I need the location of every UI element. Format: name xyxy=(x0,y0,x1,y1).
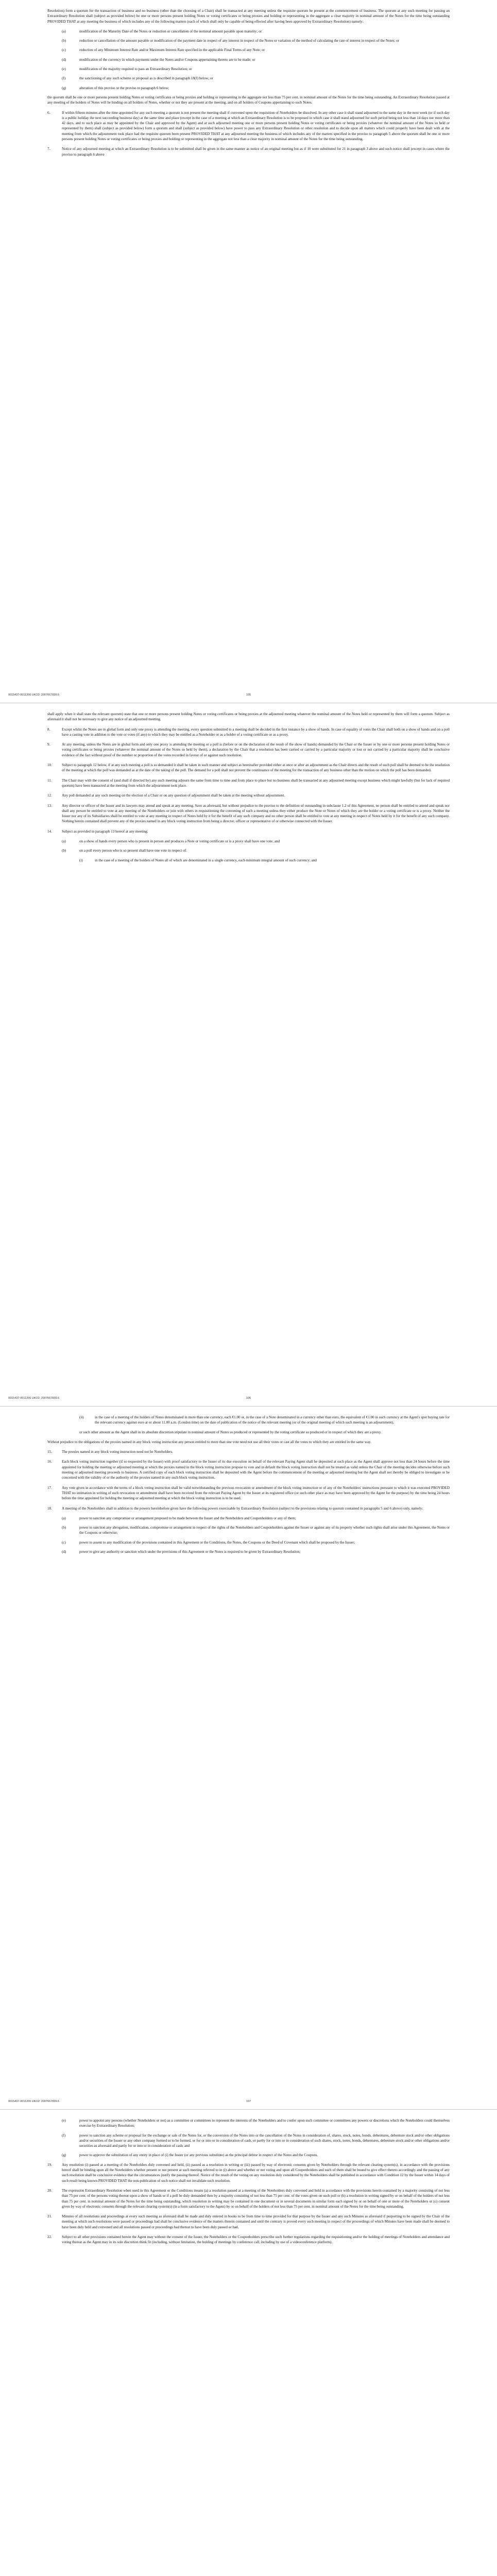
sub-clause-text: the sanctioning of any such scheme or proposal as is described in paragraph 18(f) below; or xyxy=(79,76,213,81)
sub-clause xyxy=(62,1516,450,1521)
sub-clause xyxy=(62,1549,450,1554)
sub-clause-label: (a) xyxy=(62,1516,66,1520)
clause-number: 15. xyxy=(47,1450,52,1454)
numbered-clause xyxy=(47,1485,450,1501)
clause-text: Minutes of all resolutions and proceedings at every such meeting as aforesaid shall be made and duly entered in books to be from time to time provided for that purpose by the Issuer and any such Minutes as aforesaid if purporting to be signed by the Chair of the meeting at which such resolutions were passed or proceedings had shall be conclusive evidence of the matters therein contained and until the contrary is proved every such meeting in respect of the proceedings of which Minutes have been made shall be deemed to have been duly held and convened and all resolutions passed or proceedings had thereat to have been duly passed or had. xyxy=(62,2214,450,2229)
sub-clause xyxy=(62,29,450,34)
clause-text: The expression Extraordinary Resolution when used in this Agreement or the Conditions means (a) a resolution passed at a meeting of the Noteholders duly convened and held in accordance with the provisions herein contained by a majority consisting of not less than 75 per cent. of the persons voting thereat upon a show of hands or if a poll be duly demanded then by a majority consisting of not less than 75 per cent. of the votes given on such poll or (b) a resolution in writing signed by or on behalf of the holders of not less than 75 per cent. in nominal amount of the Notes for the time being outstanding, which resolution in writing may be contained in one document or in several documents in similar form each signed by or on behalf of one or more of the Noteholders or (c) consent given by way of electronic consents through the relevant clearing system(s) (in a form satisfactory to the Agent) by or on behalf of the holders of not less than 75 per cent. in nominal amount of the Notes for the time being outstanding. xyxy=(62,2188,450,2209)
sub-clause-label: (c) xyxy=(62,1540,66,1545)
clause-number: 18. xyxy=(47,1506,52,1511)
sub-clause-text: power to sanction any scheme or proposal for the exchange or sale of the Notes for, or the conversion of the Notes into or the cancellation of the Notes in consideration of, shares, stock, notes, bonds, debentures, debenture stock and/or other obligations and/or securities of the Issuer or any other company formed or to be formed, or for or into or in consideration of cash, or partly for or into or in consideration of such shares, stock, notes, bonds, debentures, debenture stock and/or other obligations and/or securities as aforesaid and partly for or into or in consideration of cash; and xyxy=(79,2133,450,2148)
sub-clause-text: on a poll every person who is so present shall have one vote in respect of: xyxy=(79,849,187,853)
sub-clause xyxy=(62,2133,450,2149)
sub-clause-label: (ii) xyxy=(79,1415,84,1419)
sub-clause-text: reduction or cancellation of the amount payable or modification of the payment date in respect of any interest in respect of the Notes or variation of the method of calculating the rate of interest in respect of the Notes; or xyxy=(79,39,400,43)
clause-number: 21. xyxy=(47,2214,52,2219)
clause-number: 12. xyxy=(47,793,52,798)
sub-clause-text: in the case of a meeting of the holders of Notes denominated in more than one currency, each €1.00 or, in the case of a Note denominated in a currency other than euro, the equivalent of €1.00 in such currency at the Agent's spot buying rate for the relevant currency against euro at or about 11.00 a.m. (London time) on the date of publication of the notice of the relevant meeting (or of the original meeting of which such meeting is an adjournment), xyxy=(95,1415,450,1425)
page-footer xyxy=(8,693,489,697)
clause-text: Except whilst the Notes are in global form and only one proxy is attending the meeting, every question submitted to a meeting shall be decided in the first instance by a show of hands. In case of equality of votes the Chair shall both on a show of hands and on a poll have a casting vote in addition to the vote or votes (if any) to which they may be entitled as a Noteholder or as a holder of a voting certificate or as a proxy. xyxy=(62,727,450,737)
sub-clause-text: on a show of hands every person who is present in person and produces a Note or voting certificate or is a proxy shall have one vote; and xyxy=(79,839,280,844)
page-number: 105 xyxy=(246,693,251,697)
page-footer xyxy=(8,1397,489,1400)
sub-clause xyxy=(62,1540,450,1545)
clause-text: If within fifteen minutes after the time appointed for any such meeting a quorum is not present the meeting shall if convened upon the requisition of Noteholders be dissolved. In any other case it shall stand adjourned to the same day in the next week (or if such day is a public holiday the next succeeding business day) at the same time and place (except in the case of a meeting at which an Extraordinary Resolution is to be proposed in which case it shall stand adjourned for such period being not less than 14 days nor more than 42 days, and to such place as may be appointed by the Chair and approved by the Agent) and at such adjourned meeting one or more persons present holding Notes or voting certificates or being proxies (whatever the nominal amount of the Notes so held or represented by them) shall (subject as provided below) form a quorum and shall (subject as provided below) have power to pass any Extraordinary Resolution or other resolution and to decide upon all matters which could properly have been dealt with at the meeting from which the adjournment took place had the requisite quorum been present PROVIDED THAT at any adjourned meeting the business of which includes any of the matters specified in the proviso to paragraph 5 above the quorum shall be one or more persons present holding Notes or voting certificates or being proxies and holding or representing in the aggregate not less than a clear majority in nominal amount of the Notes for the time being outstanding. xyxy=(62,110,450,142)
numbered-clause xyxy=(47,110,450,142)
numbered-clause xyxy=(47,146,450,157)
sub-clause xyxy=(62,47,450,53)
sub-clause-label: (e) xyxy=(62,2119,66,2123)
body-paragraph: Without prejudice to the obligations of the proxies named in any block voting instruction any person entitled to more than one vote need not use all their votes or cast all the votes to which they are entitled in the same way. xyxy=(47,1439,371,1444)
sub-clause xyxy=(62,66,450,72)
clause-number: 9. xyxy=(47,742,50,747)
body-paragraph: Resolution) form a quorum for the transaction of business and no business (other than the choosing of a Chair) shall be transacted at any meeting unless the requisite quorum be present at the commencement of business. The quorum at any such meeting for passing an Extraordinary Resolution shall (subject as provided below) be one or more persons present holding Notes or voting certificates or being proxies and holding or representing in the aggregate a clear majority in nominal amount of the Notes for the time being outstanding PROVIDED THAT at any meeting the business of which includes any of the following matters (each of which shall only be capable of being effected after having been approved by Extraordinary Resolution) namely: xyxy=(47,9,450,24)
sub-clause-label: (f) xyxy=(62,76,66,81)
sub-clause-label: (b) xyxy=(62,39,66,43)
document-page xyxy=(0,703,497,1406)
indented-paragraph: or such other amount as the Agent shall in its absolute discretion stipulate in nominal amount of Notes so produced or represented by the voting certificate so produced or in respect of which they are a proxy. xyxy=(79,1430,382,1434)
sub-clause xyxy=(62,1525,450,1536)
page-number: 106 xyxy=(246,1397,251,1400)
document-reference: 0015437-0011206 UKO2: 2007667839.6 xyxy=(8,2100,59,2103)
sub-clause-text: power to sanction any compromise or arrangement proposed to be made between the Issuer and the Noteholders and Couponholders or any of them; xyxy=(79,1516,296,1520)
clause-number: 11. xyxy=(47,778,52,783)
sub-clause xyxy=(62,839,450,844)
sub-clause-label: (g) xyxy=(62,86,66,90)
sub-clause xyxy=(62,2153,450,2158)
clause-text: Each block voting instruction together (if so requested by the Issuer) with proof satisfactory to the Issuer of its due execution on behalf of the relevant Paying Agent shall be deposited at such place as the Agent shall approve not less than 24 hours before the time appointed for holding the meeting or adjourned meeting at which the proxies named in the block voting instruction propose to vote and in default the block voting instruction shall not be treated as valid unless the Chair of the meeting decides otherwise before such meeting or adjourned meeting proceeds to business. A certified copy of each block voting instruction shall be deposited with the Agent before the commencement of the meeting or adjourned meeting but the Agent shall not thereby be obliged to investigate or be concerned with the validity of or the authority of the proxies named in any such block voting instruction. xyxy=(62,1460,450,1480)
sub-clause-text: alteration of this proviso or the proviso to paragraph 6 below; xyxy=(79,86,169,90)
sub-clause-label: (i) xyxy=(79,858,83,862)
clause-text: Any poll demanded at any such meeting on the election of a Chair or on any question of adjournment shall be taken at the meeting without adjournment. xyxy=(62,793,285,798)
body-paragraph: the quorum shall be one or more persons present holding Notes or voting certificates or being proxies and holding or representing in the aggregate not less than 75 per cent. in nominal amount of the Notes for the time being outstanding. An Extraordinary Resolution passed at any meeting of the holders of Notes will be binding on all holders of Notes, whether or not they are present at the meeting, and on all holders of Coupons appertaining to such Notes. xyxy=(47,95,450,105)
sub-clause-text: modification of the currency in which payments under the Notes and/or Coupons appertaining thereto are to be made; or xyxy=(79,57,255,62)
sub-sub-clause xyxy=(79,858,450,863)
sub-sub-clause xyxy=(79,1415,450,1426)
numbered-clause xyxy=(47,2234,450,2245)
sub-clause-label: (a) xyxy=(62,839,66,844)
document-page xyxy=(0,1406,497,2110)
clause-text: Subject as provided in paragraph 13 hereof at any meeting: xyxy=(62,829,148,834)
document-page xyxy=(0,2110,497,2576)
clause-number: 20. xyxy=(47,2188,52,2193)
sub-clause-text: power to give any authority or sanction which under the provisions of this Agreement or the Notes is required to be given by Extraordinary Resolution; xyxy=(79,1550,301,1554)
sub-clause-text: modification of the Maturity Date of the Notes or reduction or cancellation of the nominal amount payable upon maturity; or xyxy=(79,29,262,33)
sub-clause xyxy=(62,38,450,43)
sub-clause-text: power to assent to any modification of the provisions contained in this Agreement or the Conditions, the Notes, the Coupons or the Deed of Covenant which shall be proposed by the Issuer; xyxy=(79,1540,355,1545)
sub-clause xyxy=(62,57,450,62)
sub-clause xyxy=(62,86,450,91)
sub-clause-label: (f) xyxy=(62,2133,66,2138)
sub-clause-label: (c) xyxy=(62,48,66,53)
numbered-clause xyxy=(47,742,450,758)
sub-clause-label: (d) xyxy=(62,57,66,62)
sub-clause-label: (g) xyxy=(62,2153,66,2158)
numbered-clause xyxy=(47,1449,450,1454)
clause-number: 19. xyxy=(47,2162,52,2167)
clause-text: The proxies named in any block voting instruction need not be Noteholders. xyxy=(62,1450,173,1454)
clause-text: A meeting of the Noteholders shall in addition to the powers hereinbefore given have the following powers exercisable by Extraordinary Resolution (subject to the provisions relating to quorum contained in paragraphs 5 and 6 above) only, namely: xyxy=(62,1506,423,1511)
sub-clause-label: (a) xyxy=(62,29,66,33)
numbered-clause xyxy=(47,803,450,824)
numbered-clause xyxy=(47,762,450,773)
sub-clause-label: (b) xyxy=(62,1526,66,1530)
clause-number: 6. xyxy=(47,110,50,115)
numbered-clause xyxy=(47,829,450,834)
document-reference: 0015437-0011206 UKO2: 2007667839.6 xyxy=(8,1397,59,1400)
numbered-clause xyxy=(47,1459,450,1480)
numbered-clause xyxy=(47,1506,450,1511)
clause-text: The Chair may with the consent of (and shall if directed by) any such meeting adjourn the same from time to time and from place to place but no business shall be transacted at any adjourned meeting except business which might lawfully (but for lack of required quorum) have been transacted at the meeting from which the adjournment took place. xyxy=(62,778,450,788)
clause-number: 17. xyxy=(47,1485,52,1490)
clause-number: 10. xyxy=(47,763,52,768)
numbered-clause xyxy=(47,2214,450,2230)
clause-text: Any vote given in accordance with the terms of a block voting instruction shall be valid notwithstanding the previous revocation or amendment of the block voting instruction or of any of the Noteholders' instructions pursuant to which it was executed PROVIDED THAT no intimation in writing of such revocation or amendment shall have been received from the relevant Paying Agent by the Issuer at its registered office (or such other place as may have been approved by the Agent for the purpose) by the time being 24 hours before the time appointed for holding the meeting or adjourned meeting at which the block voting instruction is to be used. xyxy=(62,1485,450,1501)
sub-clause xyxy=(62,848,450,853)
sub-clause-label: (b) xyxy=(62,849,66,853)
sub-clause xyxy=(62,2118,450,2129)
clause-number: 22. xyxy=(47,2235,52,2240)
clause-number: 8. xyxy=(47,727,50,732)
clause-text: Subject to all other provisions contained herein the Agent may without the consent of the Issuer, the Noteholders or the Couponholders prescribe such further regulations regarding the requisitioning and/or the holding of meetings of Noteholders and attendance and voting thereat as the Agent may in its sole discretion think fit (including, without limitation, the holding of meetings by conference call, including by use of a videoconference platform). xyxy=(62,2235,450,2245)
sub-clause-text: power to approve the substitution of any entity in place of (i) the Issuer (or any previous substitute) as the principal debtor in respect of the Notes and the Coupons. xyxy=(79,2153,318,2158)
body-paragraph: shall apply when it shall state the relevant quorum) state that one or more persons present holding Notes or voting certificates or being proxies at the adjourned meeting whatever the nominal amount of the Notes held or represented by them will form a quorum. Subject as aforesaid it shall not be necessary to give any notice of an adjourned meeting. xyxy=(47,712,450,722)
numbered-clause xyxy=(47,793,450,798)
numbered-clause xyxy=(47,778,450,789)
numbered-clause xyxy=(47,2162,450,2183)
sub-clause-text: reduction of any Minimum Interest Rate and/or Maximum Interest Rate specified in the applicable Final Terms of any Note; or xyxy=(79,48,265,53)
document-page xyxy=(0,0,497,703)
sub-clause-text: in the case of a meeting of the holders of Notes all of which are denominated in a single currency, each minimum integral amount of such currency; and xyxy=(95,858,317,862)
sub-clause-label: (d) xyxy=(62,1550,66,1554)
sub-clause xyxy=(62,76,450,81)
sub-clause-text: modification of the majority required to pass an Extraordinary Resolution; or xyxy=(79,67,192,72)
clause-number: 14. xyxy=(47,829,52,834)
document-reference: 0015437-0011206 UKO2: 2007667839.6 xyxy=(8,693,59,697)
numbered-clause xyxy=(47,727,450,738)
page-number: 107 xyxy=(246,2100,251,2103)
clause-number: 13. xyxy=(47,803,52,808)
clause-text: Subject to paragraph 12 below, if at any such meeting a poll is so demanded it shall be taken in such manner and subject as hereinafter provided either at once or after an adjournment as the Chair directs and the result of such poll shall be deemed to be the resolution of the meeting at which the poll was demanded as at the date of the taking of the poll. The demand for a poll shall not prevent the continuance of the meeting for the transaction of any business other than the motion on which the poll has been demanded. xyxy=(62,763,450,773)
numbered-clause xyxy=(47,2188,450,2209)
clause-text: Any resolution (i) passed at a meeting of the Noteholders duly convened and held, (ii) passed as a resolution in writing or (iii) passed by way of electronic consents given by Noteholders through the relevant clearing system(s), in accordance with the provisions hereof shall be binding upon all the Noteholders whether present or not present at such meeting referred to in (i) above and whether or not voting and upon all Couponholders and each of them shall be bound to give effect thereto accordingly and the passing of any such resolution shall be conclusive evidence that the circumstances justify the passing thereof. Notice of the result of the voting on any resolution duly considered by the Noteholders shall be published in accordance with Condition 12 by the Issuer within 14 days of such result being known PROVIDED THAT the non-publication of such notice shall not invalidate such resolution. xyxy=(62,2162,450,2183)
page-footer xyxy=(8,2100,489,2103)
sub-clause-label: (e) xyxy=(62,67,66,72)
clause-text: Any director or officer of the Issuer and its lawyers may attend and speak at any meeting. Save as aforesaid, but without prejudice to the proviso to the definition of outstanding in subclause 1.2 of this Agreement, no person shall be entitled to attend and speak nor shall any person be entitled to vote at any meeting of the Noteholders or join with others in requisitioning the convening of such a meeting unless they either produce the Note or Notes of which they are the holder or a voting certificate or is a proxy. Neither the Issuer nor any of its Subsidiaries shall be entitled to vote at any meeting in respect of Notes held by it for the benefit of any such company and no other person shall be entitled to vote at any meeting in respect of Notes held by it for the benefit of any such company. Nothing herein contained shall prevent any of the proxies named in any block voting instruction from being a director, officer or representative of or otherwise connected with the Issuer. xyxy=(62,803,450,824)
sub-clause-text: power to appoint any persons (whether Noteholders or not) as a committee or committees to represent the interests of the Noteholders and to confer upon such committee or committees any powers or discretions which the Noteholders could themselves exercise by Extraordinary Resolution; xyxy=(79,2119,450,2128)
clause-number: 16. xyxy=(47,1460,52,1464)
sub-clause-text: power to sanction any abrogation, modification, compromise or arrangement in respect of the rights of the Noteholders and Couponholders against the Issuer or against any of its property whether such rights shall arise under this Agreement, the Notes or the Coupons or otherwise; xyxy=(79,1526,450,1535)
clause-number: 7. xyxy=(47,147,50,151)
clause-text: At any meeting, unless the Notes are in global form and only one proxy is attending the meeting or a poll is (before or on the declaration of the result of the show of hands) demanded by the Chair or the Issuer or by one or more persons present holding Notes or voting certificates or being proxies (whatever the nominal amount of the Notes so held by them), a declaration by the Chair that a resolution has been carried or carried by a particular majority or lost or not carried by a particular majority shall be conclusive evidence of the fact without proof of the number or proportion of the votes recorded in favour of or against such resolution. xyxy=(62,742,450,757)
clause-text: Notice of any adjourned meeting at which an Extraordinary Resolution is to be submitted shall be given in the same manner as notice of an original meeting but as if 10 were substituted for 21 in paragraph 3 above and such notice shall (except in cases where the proviso to paragraph 6 above xyxy=(62,147,450,157)
